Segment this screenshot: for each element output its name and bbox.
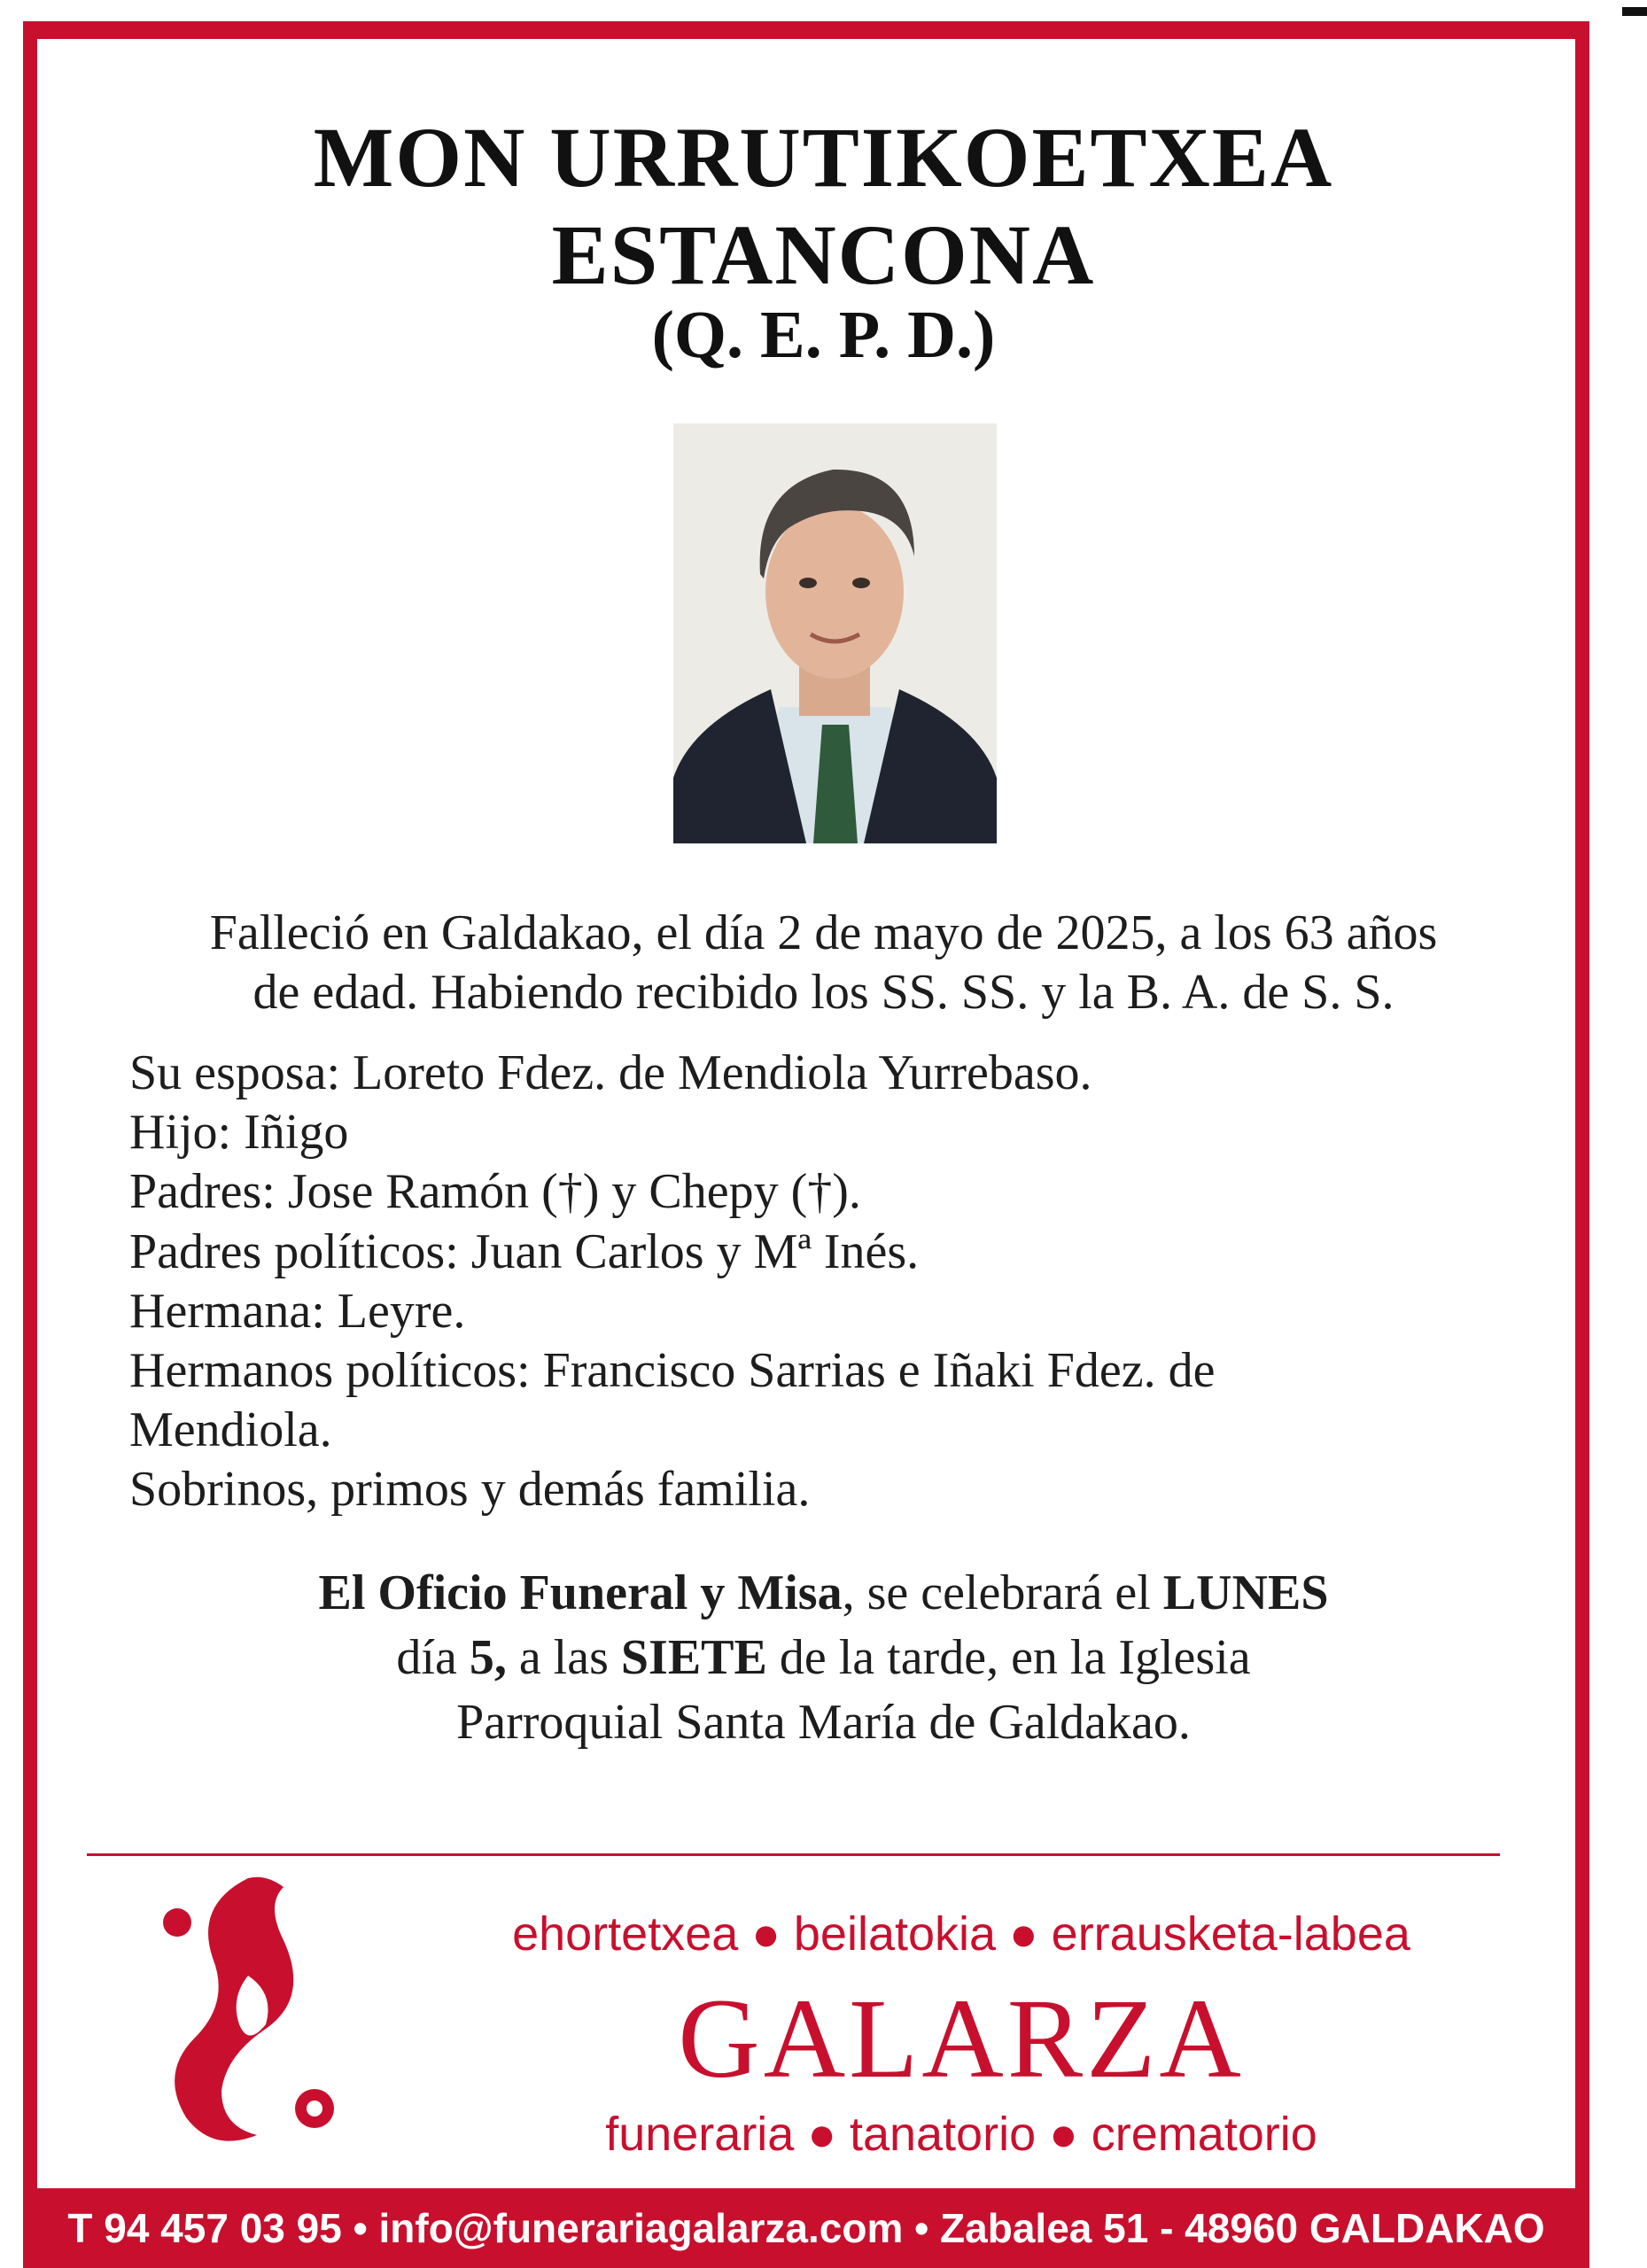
services-basque: ehortetxea ● beilatokia ● errausketa-labea [512,1907,1410,1961]
family-spouse: Su esposa: Loreto Fdez. de Mendiola Yurrebaso. [129,1045,1092,1100]
funeral-announcement [0,1561,1647,1754]
death-notice-intro [0,904,1647,1022]
family-in-laws: Padres políticos: Juan Carlos y Mª Inés. [129,1223,920,1279]
divider [87,1853,1500,1856]
family-list [129,1044,1511,1520]
funeral-service-label: El Oficio Funeral y Misa [318,1565,843,1620]
funeral-line-3: Parroquial Santa María de Galdakao. [456,1694,1191,1750]
qepd-label: (Q. E. P. D.) [651,298,996,372]
services-spanish: funeraria ● tanatorio ● crematorio [605,2108,1317,2161]
family-siblings-in-law-cont: Mendiola. [129,1402,332,1458]
brand-name: GALARZA [678,1976,1245,2101]
galarza-logo-icon [142,1869,354,2153]
intro-line-2: de edad. Habiendo recibido los SS. SS. y la B. A. de S. S. [252,965,1395,1021]
deceased-name-line2: ESTANCONA [551,207,1096,302]
deceased-name-line1: MON URRUTIKOETXEA [313,110,1334,205]
funeral-time: SIETE [620,1629,767,1685]
scan-mark [1622,7,1647,16]
contact-footer: T 94 457 03 95 • info@funerariagalarza.com • Zabalea 51 - 48960 GALDAKAO [23,2188,1589,2268]
funeral-text-2: día [396,1629,470,1685]
funeral-day: 5, [469,1629,507,1685]
family-son: Hijo: Iñigo [129,1105,349,1161]
funeral-text-3: a las [506,1629,621,1685]
family-siblings-in-law: Hermanos políticos: Francisco Sarrias e Iñaki Fdez. de [129,1342,1216,1398]
funeral-text-4: de la tarde, en la Iglesia [766,1629,1251,1685]
funeral-weekday: LUNES [1162,1565,1329,1620]
funeral-line-1 [0,1561,1647,1626]
portrait-photo [673,423,997,843]
family-others: Sobrinos, primos y demás familia. [129,1462,811,1518]
portrait-illustration [673,423,997,843]
family-sister: Hermana: Leyre. [129,1283,466,1339]
funeral-line-2 [0,1626,1647,1690]
funeral-text-1: , se celebrará el [842,1565,1163,1620]
family-parents: Padres: Jose Ramón (†) y Chepy (†). [129,1164,861,1220]
intro-line-1: Falleció en Galdakao, el día 2 de mayo de 2025, a los 63 años [209,905,1438,960]
